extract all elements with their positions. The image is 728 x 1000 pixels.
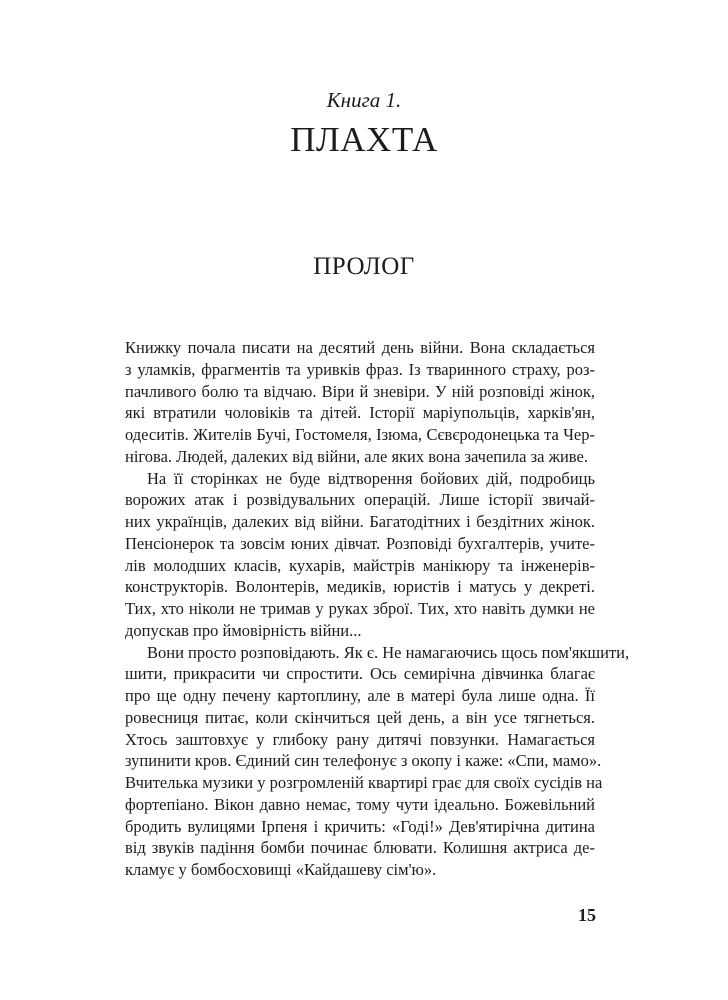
text-line: Вони просто розповідають. Як є. Не намагаючись щось пом'якшити, [147,642,630,662]
page-number: 15 [578,905,596,925]
text-line: які втратили чоловіків та дітей. Історії маріупольців, харків'ян, [125,403,595,423]
text-line: одеситів. Жителів Бучі, Гостомеля, Ізюма, Сєвєродонецька та Чер- [125,425,595,444]
text-line: з уламків, фрагментів та уривків фраз. Із тваринного страху, роз- [125,359,595,379]
text-line: від звуків падіння бомби починає блювати. Колишня актриса де- [125,838,595,858]
book-title: ПЛАХТА [290,120,438,159]
text-line: кламує у бомбосховищі «Кайдашеву сім'ю». [125,860,437,879]
text-line: шити, прикрасити чи спростити. Ось семирічна дівчинка благає [125,664,595,684]
text-line: про ще одну печену картоплину, але в матері була лише одна. Її [125,686,595,705]
text-line: фортепіано. Вікон давно немає, тому чути ідеально. Божевільний [125,794,595,814]
text-line: Пенсіонерок та зовсім юних дівчат. Розповіді бухгалтерів, учите- [125,533,595,553]
text-line: На її сторінках не буде відтворення бойових дій, подробиць [147,468,595,488]
text-line: Тих, хто ніколи не тримав у руках зброї. Тих, хто навіть думки не [125,599,595,618]
chapter-title: ПРОЛОГ [313,253,415,280]
prologue-text [125,337,630,881]
text-line: Хтось заштовхує у глибоку рану дитячі повзунки. Намагається [125,729,595,749]
text-line: Книжку почала писати на десятий день війни. Вона складається [125,338,595,357]
text-line: допускав про ймовірність війни... [125,620,362,640]
text-line: лів молодших класів, кухарів, майстрів манікюру та інженерів- [125,555,595,575]
text-line: них українців, далеких від війни. Багатодітних і бездітних жінок. [125,512,595,531]
book-label: Книга 1. [326,88,402,112]
text-line: нігова. Людей, далеких від війни, але яких вона зачепила за живе. [125,446,588,466]
text-line: ворожих атак і розвідувальних операцій. Лише історії звичай- [125,490,595,510]
text-line: ровесниця питає, коли скінчиться цей день, а він усе тягнеться. [125,707,595,727]
text-line: Вчителька музики у розгромленій квартирі грає для своїх сусідів на [125,773,603,792]
text-line: бродить вулицями Ірпеня і кричить: «Годі!» Дев'ятирічна дитина [125,816,595,836]
text-line: пачливого болю та відчаю. Віри й зневіри. У ній розповіді жінок, [125,381,595,401]
text-line: конструкторів. Волонтерів, медиків, юристів і матусь у декреті. [125,577,595,597]
text-line: зупинити кров. Єдиний син телефонує з окопу і каже: «Спи, мамо». [125,751,602,771]
